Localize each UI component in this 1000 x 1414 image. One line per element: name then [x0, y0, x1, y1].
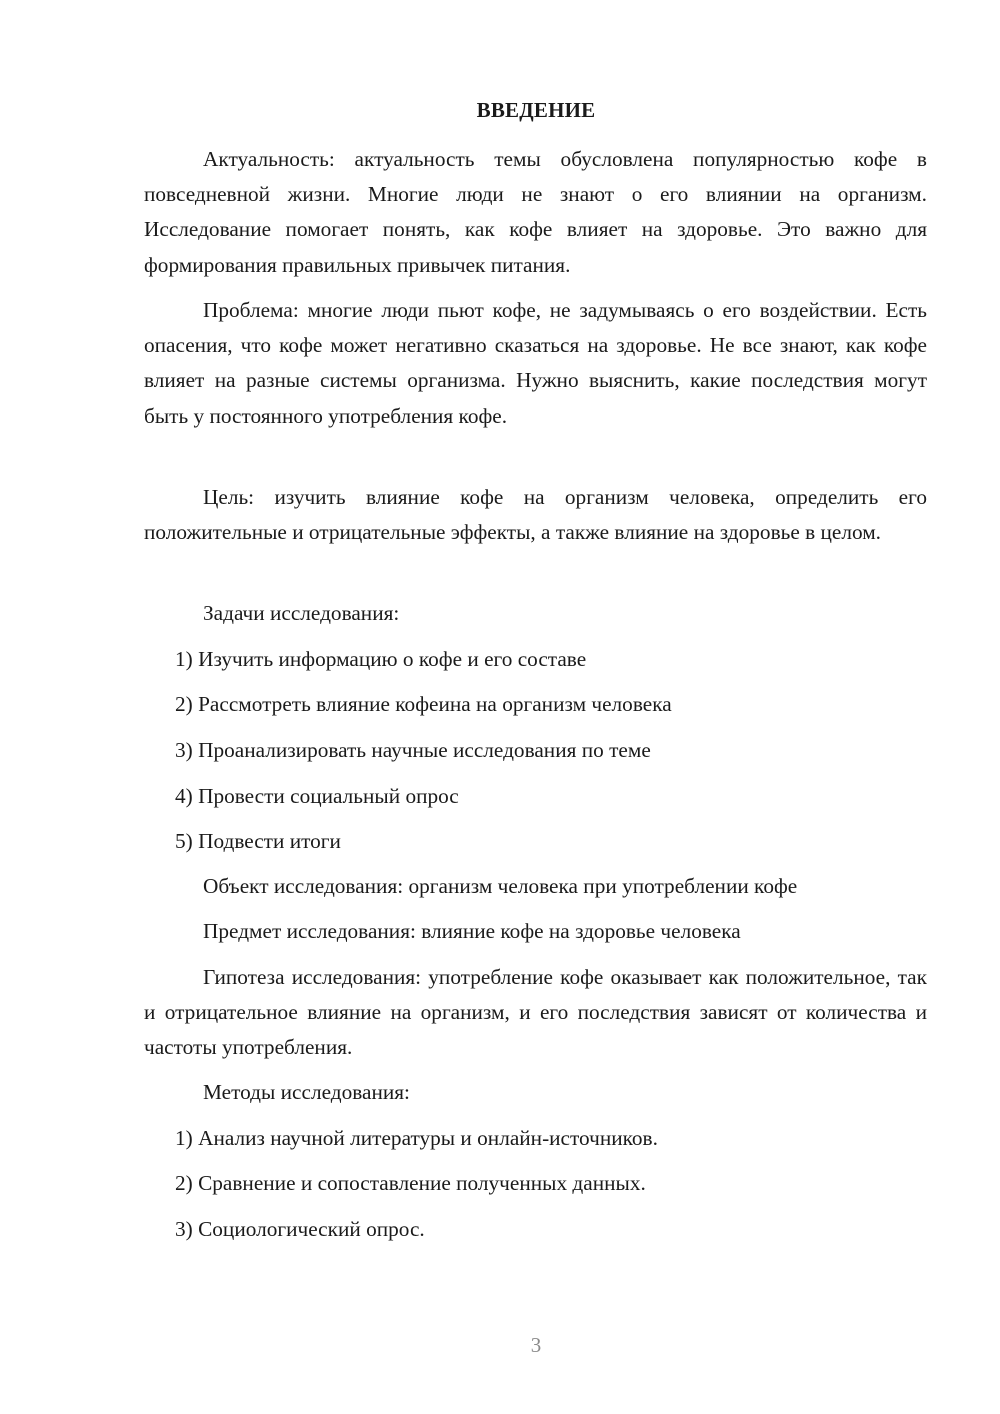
paragraph-goal: Цель: изучить влияние кофе на организм человека, определить его положительные и отрицательные эффекты, а также влияние на здоровье в целом.: [144, 485, 927, 545]
task-item: 5) Подвести итоги: [175, 829, 341, 853]
method-item: 1) Анализ научной литературы и онлайн-источников.: [175, 1126, 658, 1150]
page-number: 3: [530, 1333, 542, 1357]
section-title: ВВЕДЕНИЕ: [476, 98, 596, 122]
task-item: 3) Проанализировать научные исследования по теме: [175, 738, 651, 762]
paragraph-relevance: Актуальность: актуальность темы обусловлена популярностью кофе в повседневной жизни. Многие люди не знают о его влиянии на организм. Исследование помогает понять, как кофе влияет на здоровье. Это важно для формирования правильных привычек питания.: [144, 147, 927, 277]
research-subject: Предмет исследования: влияние кофе на здоровье человека: [203, 919, 741, 943]
method-item: 2) Сравнение и сопоставление полученных данных.: [175, 1171, 646, 1195]
task-item: 4) Провести социальный опрос: [175, 784, 459, 808]
method-item: 3) Социологический опрос.: [175, 1217, 425, 1241]
methods-heading: Методы исследования:: [203, 1080, 410, 1104]
paragraph-hypothesis: Гипотеза исследования: употребление кофе оказывает как положительное, так и отрицательное влияние на организм, и его последствия зависят от количества и частоты употребления.: [144, 965, 927, 1060]
task-item: 2) Рассмотреть влияние кофеина на организм человека: [175, 692, 672, 716]
research-object: Объект исследования: организм человека при употреблении кофе: [203, 874, 798, 898]
task-item: 1) Изучить информацию о кофе и его составе: [175, 647, 587, 671]
tasks-heading: Задачи исследования:: [203, 601, 400, 625]
paragraph-problem: Проблема: многие люди пьют кофе, не задумываясь о его воздействии. Есть опасения, что кофе может негативно сказаться на здоровье. Не все знают, как кофе влияет на разные системы организма. Нужно выяснить, какие последствия могут быть у постоянного употребления кофе.: [144, 298, 927, 428]
